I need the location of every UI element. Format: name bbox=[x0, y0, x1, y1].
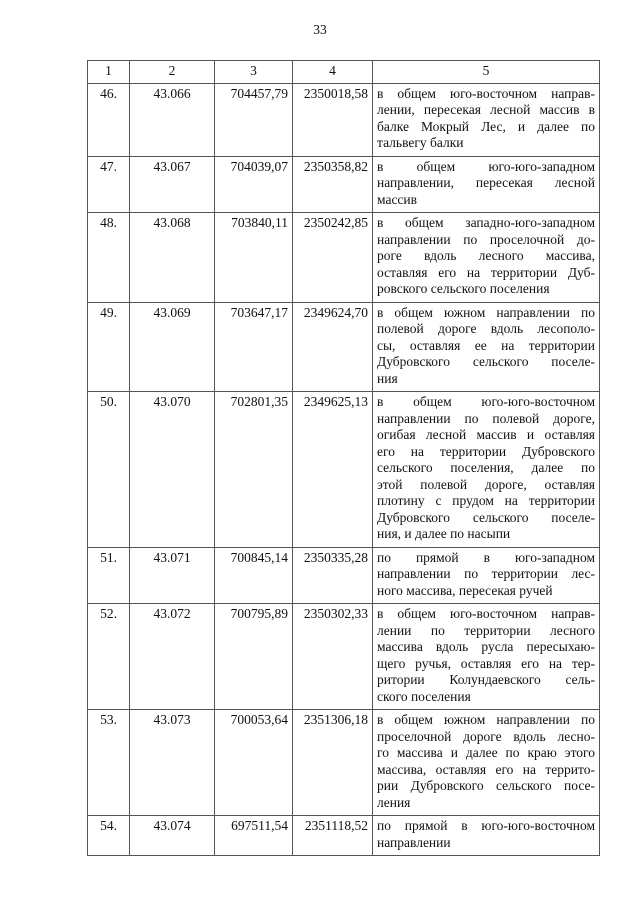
coordinate-x: 702801,35 bbox=[215, 392, 293, 548]
description-line: в общем западно-юго-западном bbox=[377, 215, 595, 230]
coordinate-y: 2349625,13 bbox=[293, 392, 373, 548]
description-line: го массива и далее по краю этого bbox=[377, 745, 595, 760]
direction-description bbox=[373, 156, 600, 213]
direction-description bbox=[373, 547, 600, 604]
point-code: 43.068 bbox=[130, 213, 215, 303]
description-line: тальвегу балки bbox=[377, 135, 464, 150]
point-code: 43.071 bbox=[130, 547, 215, 604]
description-line: лении, пересекая лесной массив в bbox=[377, 102, 595, 117]
description-line: в общем юго-восточном направ- bbox=[377, 85, 595, 101]
coordinate-y: 2350358,82 bbox=[293, 156, 373, 213]
point-number: 46. bbox=[88, 83, 130, 156]
coordinate-y: 2350335,28 bbox=[293, 547, 373, 604]
coordinate-y: 2349624,70 bbox=[293, 302, 373, 392]
description-line: направлении по проселочной до- bbox=[377, 231, 595, 247]
coordinate-y: 2350242,85 bbox=[293, 213, 373, 303]
description-line: ния bbox=[377, 370, 398, 386]
description-line: массива вдоль русла пересыхаю- bbox=[377, 639, 595, 654]
table-row bbox=[88, 213, 600, 303]
description-line: по прямой в юго-западном bbox=[377, 549, 595, 565]
description-line: ния, и далее по насыпи bbox=[377, 526, 511, 541]
coordinate-y: 2350018,58 bbox=[293, 83, 373, 156]
point-number: 47. bbox=[88, 156, 130, 213]
point-number: 54. bbox=[88, 816, 130, 856]
description-line: в общем южном направлении по bbox=[377, 712, 595, 727]
point-code: 43.072 bbox=[130, 604, 215, 710]
point-code: 43.066 bbox=[130, 83, 215, 156]
coordinate-y: 2350302,33 bbox=[293, 604, 373, 710]
description-line: направлении по полевой дороге, bbox=[377, 410, 595, 426]
coordinate-x: 704039,07 bbox=[215, 156, 293, 213]
direction-description bbox=[373, 213, 600, 303]
column-header-description: 5 bbox=[373, 61, 600, 84]
description-line: Дубровского сельского поселе- bbox=[377, 354, 595, 369]
coordinate-x: 700845,14 bbox=[215, 547, 293, 604]
description-line: проселочной дороге вдоль лесно- bbox=[377, 728, 595, 744]
point-number: 49. bbox=[88, 302, 130, 392]
description-line: в общем юго-юго-западном bbox=[377, 158, 595, 174]
description-line: в общем юго-восточном направ- bbox=[377, 606, 595, 621]
column-header-y: 4 bbox=[293, 61, 373, 84]
coordinate-x: 703647,17 bbox=[215, 302, 293, 392]
table-row bbox=[88, 83, 600, 156]
column-header-number: 1 bbox=[88, 61, 130, 84]
point-code: 43.069 bbox=[130, 302, 215, 392]
description-line: щего ручья, оставляя его на тер- bbox=[377, 655, 595, 671]
table-row bbox=[88, 604, 600, 710]
description-line: ного массива, пересекая ручей bbox=[377, 582, 553, 598]
point-number: 50. bbox=[88, 392, 130, 548]
description-line: по прямой в юго-юго-восточном bbox=[377, 818, 595, 833]
description-line: его на территории Дубровского bbox=[377, 443, 595, 459]
point-number: 51. bbox=[88, 547, 130, 604]
boundary-points-table bbox=[87, 60, 600, 856]
point-number: 52. bbox=[88, 604, 130, 710]
table-row bbox=[88, 816, 600, 856]
column-header-x: 3 bbox=[215, 61, 293, 84]
table-row bbox=[88, 547, 600, 604]
direction-description bbox=[373, 392, 600, 548]
description-line: балке Мокрый Лес, и далее по bbox=[377, 118, 595, 134]
description-line: огибая лесной массив и оставляя bbox=[377, 427, 595, 442]
description-line: в общем южном направлении по bbox=[377, 304, 595, 320]
direction-description bbox=[373, 604, 600, 710]
coordinate-y: 2351118,52 bbox=[293, 816, 373, 856]
page-number: 33 bbox=[313, 22, 327, 37]
description-line: полевой дороге вдоль лесополо- bbox=[377, 321, 595, 336]
point-code: 43.073 bbox=[130, 710, 215, 816]
point-code: 43.070 bbox=[130, 392, 215, 548]
description-line: направлении, пересекая лесной bbox=[377, 175, 595, 190]
description-line: ровского сельского поселения bbox=[377, 281, 550, 296]
description-line: массива, оставляя его на террито- bbox=[377, 761, 595, 777]
description-line: ления bbox=[377, 794, 411, 810]
description-line: в общем юго-юго-восточном bbox=[377, 394, 595, 409]
description-line: направлении по территории лес- bbox=[377, 566, 595, 581]
coordinate-x: 700053,64 bbox=[215, 710, 293, 816]
coordinate-x: 700795,89 bbox=[215, 604, 293, 710]
description-line: этой полевой дороге, оставляя bbox=[377, 476, 595, 492]
description-line: лении по территории лесного bbox=[377, 622, 595, 638]
point-number: 53. bbox=[88, 710, 130, 816]
description-line: сы, оставляя ее на территории bbox=[377, 337, 595, 353]
description-line: направлении bbox=[377, 834, 451, 850]
description-line: оставляя его на территории Дуб- bbox=[377, 264, 595, 280]
direction-description bbox=[373, 83, 600, 156]
point-code: 43.074 bbox=[130, 816, 215, 856]
description-line: массив bbox=[377, 191, 418, 207]
table-row bbox=[88, 710, 600, 816]
column-header-code: 2 bbox=[130, 61, 215, 84]
table-header-row bbox=[88, 61, 600, 84]
description-line: плотину с прудом на территории bbox=[377, 493, 595, 508]
point-number: 48. bbox=[88, 213, 130, 303]
direction-description bbox=[373, 816, 600, 856]
point-code: 43.067 bbox=[130, 156, 215, 213]
coordinate-y: 2351306,18 bbox=[293, 710, 373, 816]
description-line: сельского поселения, далее по bbox=[377, 460, 595, 475]
coordinate-x: 704457,79 bbox=[215, 83, 293, 156]
coordinate-x: 697511,54 bbox=[215, 816, 293, 856]
table-row bbox=[88, 392, 600, 548]
description-line: Дубровского сельского поселе- bbox=[377, 509, 595, 525]
description-line: роге вдоль лесного массива, bbox=[377, 248, 595, 263]
table-row bbox=[88, 156, 600, 213]
coordinate-x: 703840,11 bbox=[215, 213, 293, 303]
direction-description bbox=[373, 710, 600, 816]
description-line: ского поселения bbox=[377, 688, 471, 704]
table-row bbox=[88, 302, 600, 392]
description-line: рии Дубровского сельского посе- bbox=[377, 778, 595, 793]
direction-description bbox=[373, 302, 600, 392]
description-line: ритории Колундаевского сель- bbox=[377, 672, 595, 687]
